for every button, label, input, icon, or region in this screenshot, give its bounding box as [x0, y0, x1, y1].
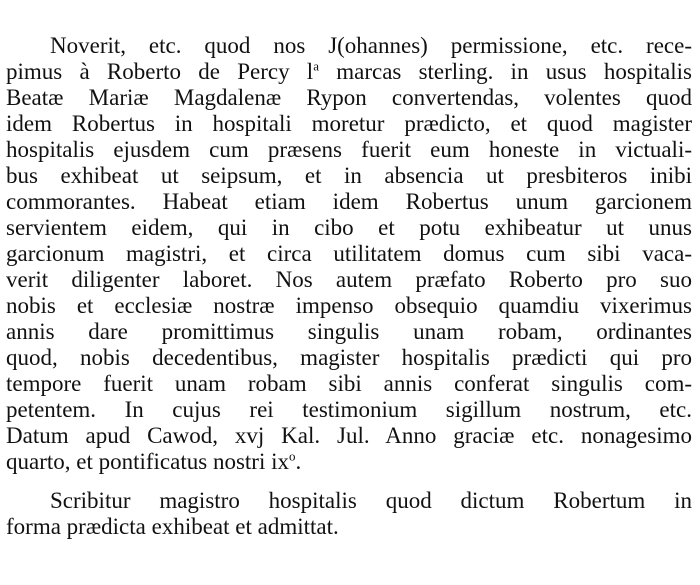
- paragraph-1-line-12: annis dare promittimus singulis unam robam, ordinantes: [6, 319, 692, 344]
- paragraph-2-line-1: Scribitur magistro hospitalis quod dictum Robertum in: [50, 488, 692, 513]
- paragraph-1-line-2-start: pimus à Roberto de Percy l: [6, 59, 314, 84]
- paragraph-1-line-1: Noverit, etc. quod nos J(ohannes) permissione, etc. rece-: [50, 33, 692, 58]
- paragraph-1-line-17-end: .: [295, 449, 302, 474]
- paragraph-1-line-6: bus exhibeat ut seipsum, et in absencia ut presbiteros inibi: [6, 163, 692, 188]
- paragraph-1-line-4: idem Robertus in hospitali moretur prædicto, et quod magister: [6, 111, 692, 136]
- paragraph-1-line-10: verit diligenter laboret. Nos autem præfato Roberto pro suo: [6, 267, 692, 292]
- paragraph-1-line-11: nobis et ecclesiæ nostræ impenso obsequio quamdiu vixerimus: [6, 293, 692, 318]
- paragraph-1-line-5: hospitalis ejusdem cum præsens fuerit eum honeste in victuali-: [6, 137, 692, 162]
- paragraph-1-line-2-end: marcas sterling. in usus hospitalis: [318, 59, 692, 84]
- paragraph-1-line-16: Datum apud Cawod, xvj Kal. Jul. Anno graciæ etc. nonagesimo: [6, 423, 692, 448]
- paragraph-1-line-14: tempore fuerit unam robam sibi annis conferat singulis com-: [6, 371, 692, 396]
- paragraph-1-line-17: [6, 449, 692, 475]
- paragraph-1-line-17-start: quarto, et pontificatus nostri ix: [6, 449, 289, 474]
- paragraph-1-line-17-superscript: o: [288, 448, 296, 464]
- paragraph-1-line-2: [6, 59, 692, 85]
- paragraph-2-line-2: forma prædicta exhibeat et admittat.: [6, 514, 339, 539]
- paragraph-1-line-7: commorantes. Habeat etiam idem Robertus unum garcionem: [6, 189, 692, 214]
- paragraph-1-line-8: servientem eidem, qui in cibo et potu exhibeatur ut unus: [6, 215, 692, 240]
- paragraph-1-line-15: petentem. In cujus rei testimonium sigillum nostrum, etc.: [6, 397, 692, 422]
- paragraph-1-line-9: garcionum magistri, et circa utilitatem domus cum sibi vaca-: [6, 241, 692, 266]
- paragraph-1-line-2-superscript: a: [313, 58, 319, 74]
- paragraph-1-line-3: Beatæ Mariæ Magdalenæ Rypon convertendas, volentes quod: [6, 85, 692, 110]
- paragraph-1-line-13: quod, nobis decedentibus, magister hospitalis prædicti qui pro: [6, 345, 692, 370]
